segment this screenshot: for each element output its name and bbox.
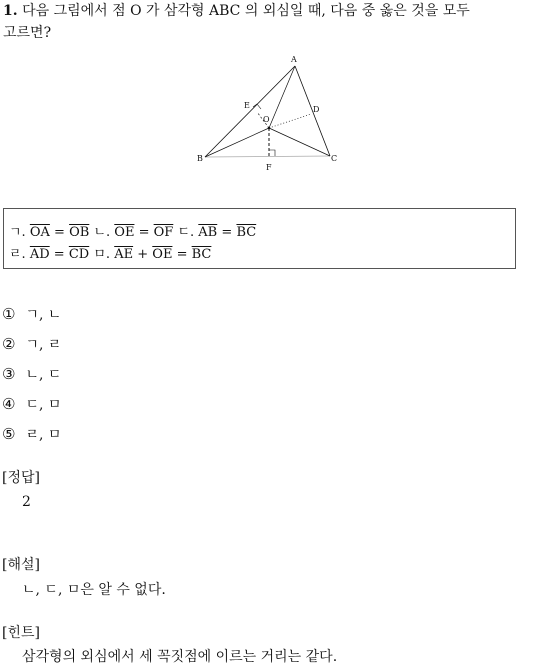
statement-r: ㄹ. $\overline{AD} = \overline{CD}$ [9, 247, 90, 262]
label-f: F [266, 163, 272, 172]
statement-d: ㄷ. $\overline{AB} = \overline{BC}$ [177, 225, 257, 240]
statement-row-1 [9, 221, 256, 240]
label-d: D [313, 105, 320, 114]
side-bc [205, 156, 330, 157]
hint-text: 삼각형의 외심에서 세 꼭짓점에 이르는 거리는 같다. [22, 649, 338, 665]
label-b: B [197, 154, 203, 163]
choice-2[interactable]: ② ㄱ, ㄹ [2, 335, 62, 353]
choice-4[interactable]: ④ ㄷ, ㅁ [2, 395, 62, 413]
choice-5[interactable]: ⑤ ㄹ, ㅁ [2, 425, 62, 443]
segment-od [269, 114, 311, 128]
choice-3[interactable]: ③ ㄴ, ㄷ [2, 365, 62, 383]
answer-heading: [정답] [2, 470, 40, 486]
label-a: A [291, 55, 297, 64]
choice-1[interactable]: ① ㄱ, ㄴ [2, 305, 62, 323]
segment-oa [269, 66, 295, 128]
label-c: C [331, 154, 338, 163]
right-angle-f [269, 150, 275, 156]
segment-ob [205, 128, 269, 157]
question-text: 다음 그림에서 점 O 가 삼각형 ABC 의 외심일 때, 다음 중 옳은 것을 모두 [22, 3, 470, 19]
statement-box [3, 208, 516, 269]
side-ab [205, 66, 295, 157]
triangle-figure [190, 50, 350, 175]
question-line-1 [3, 2, 470, 20]
answer-value: 2 [22, 494, 31, 510]
label-o: O [263, 115, 270, 124]
explanation-heading: [해설] [2, 557, 40, 573]
statement-n: ㄴ. $\overline{OE} = \overline{OF}$ [93, 225, 174, 240]
statement-m: ㅁ. $\overline{AE} + \overline{OE} = \overline{BC}$ [93, 247, 212, 262]
question-line-2: 고르면? [3, 25, 52, 41]
statement-row-2 [9, 243, 211, 262]
point-o [268, 127, 271, 130]
question-number: 1. [3, 3, 18, 19]
label-e: E [244, 101, 250, 110]
explanation-text: ㄴ, ㄷ, ㅁ은 알 수 없다. [22, 582, 166, 598]
statement-g: ㄱ. $\overline{OA} = \overline{OB}$ [9, 225, 90, 240]
hint-heading: [힌트] [2, 625, 40, 641]
